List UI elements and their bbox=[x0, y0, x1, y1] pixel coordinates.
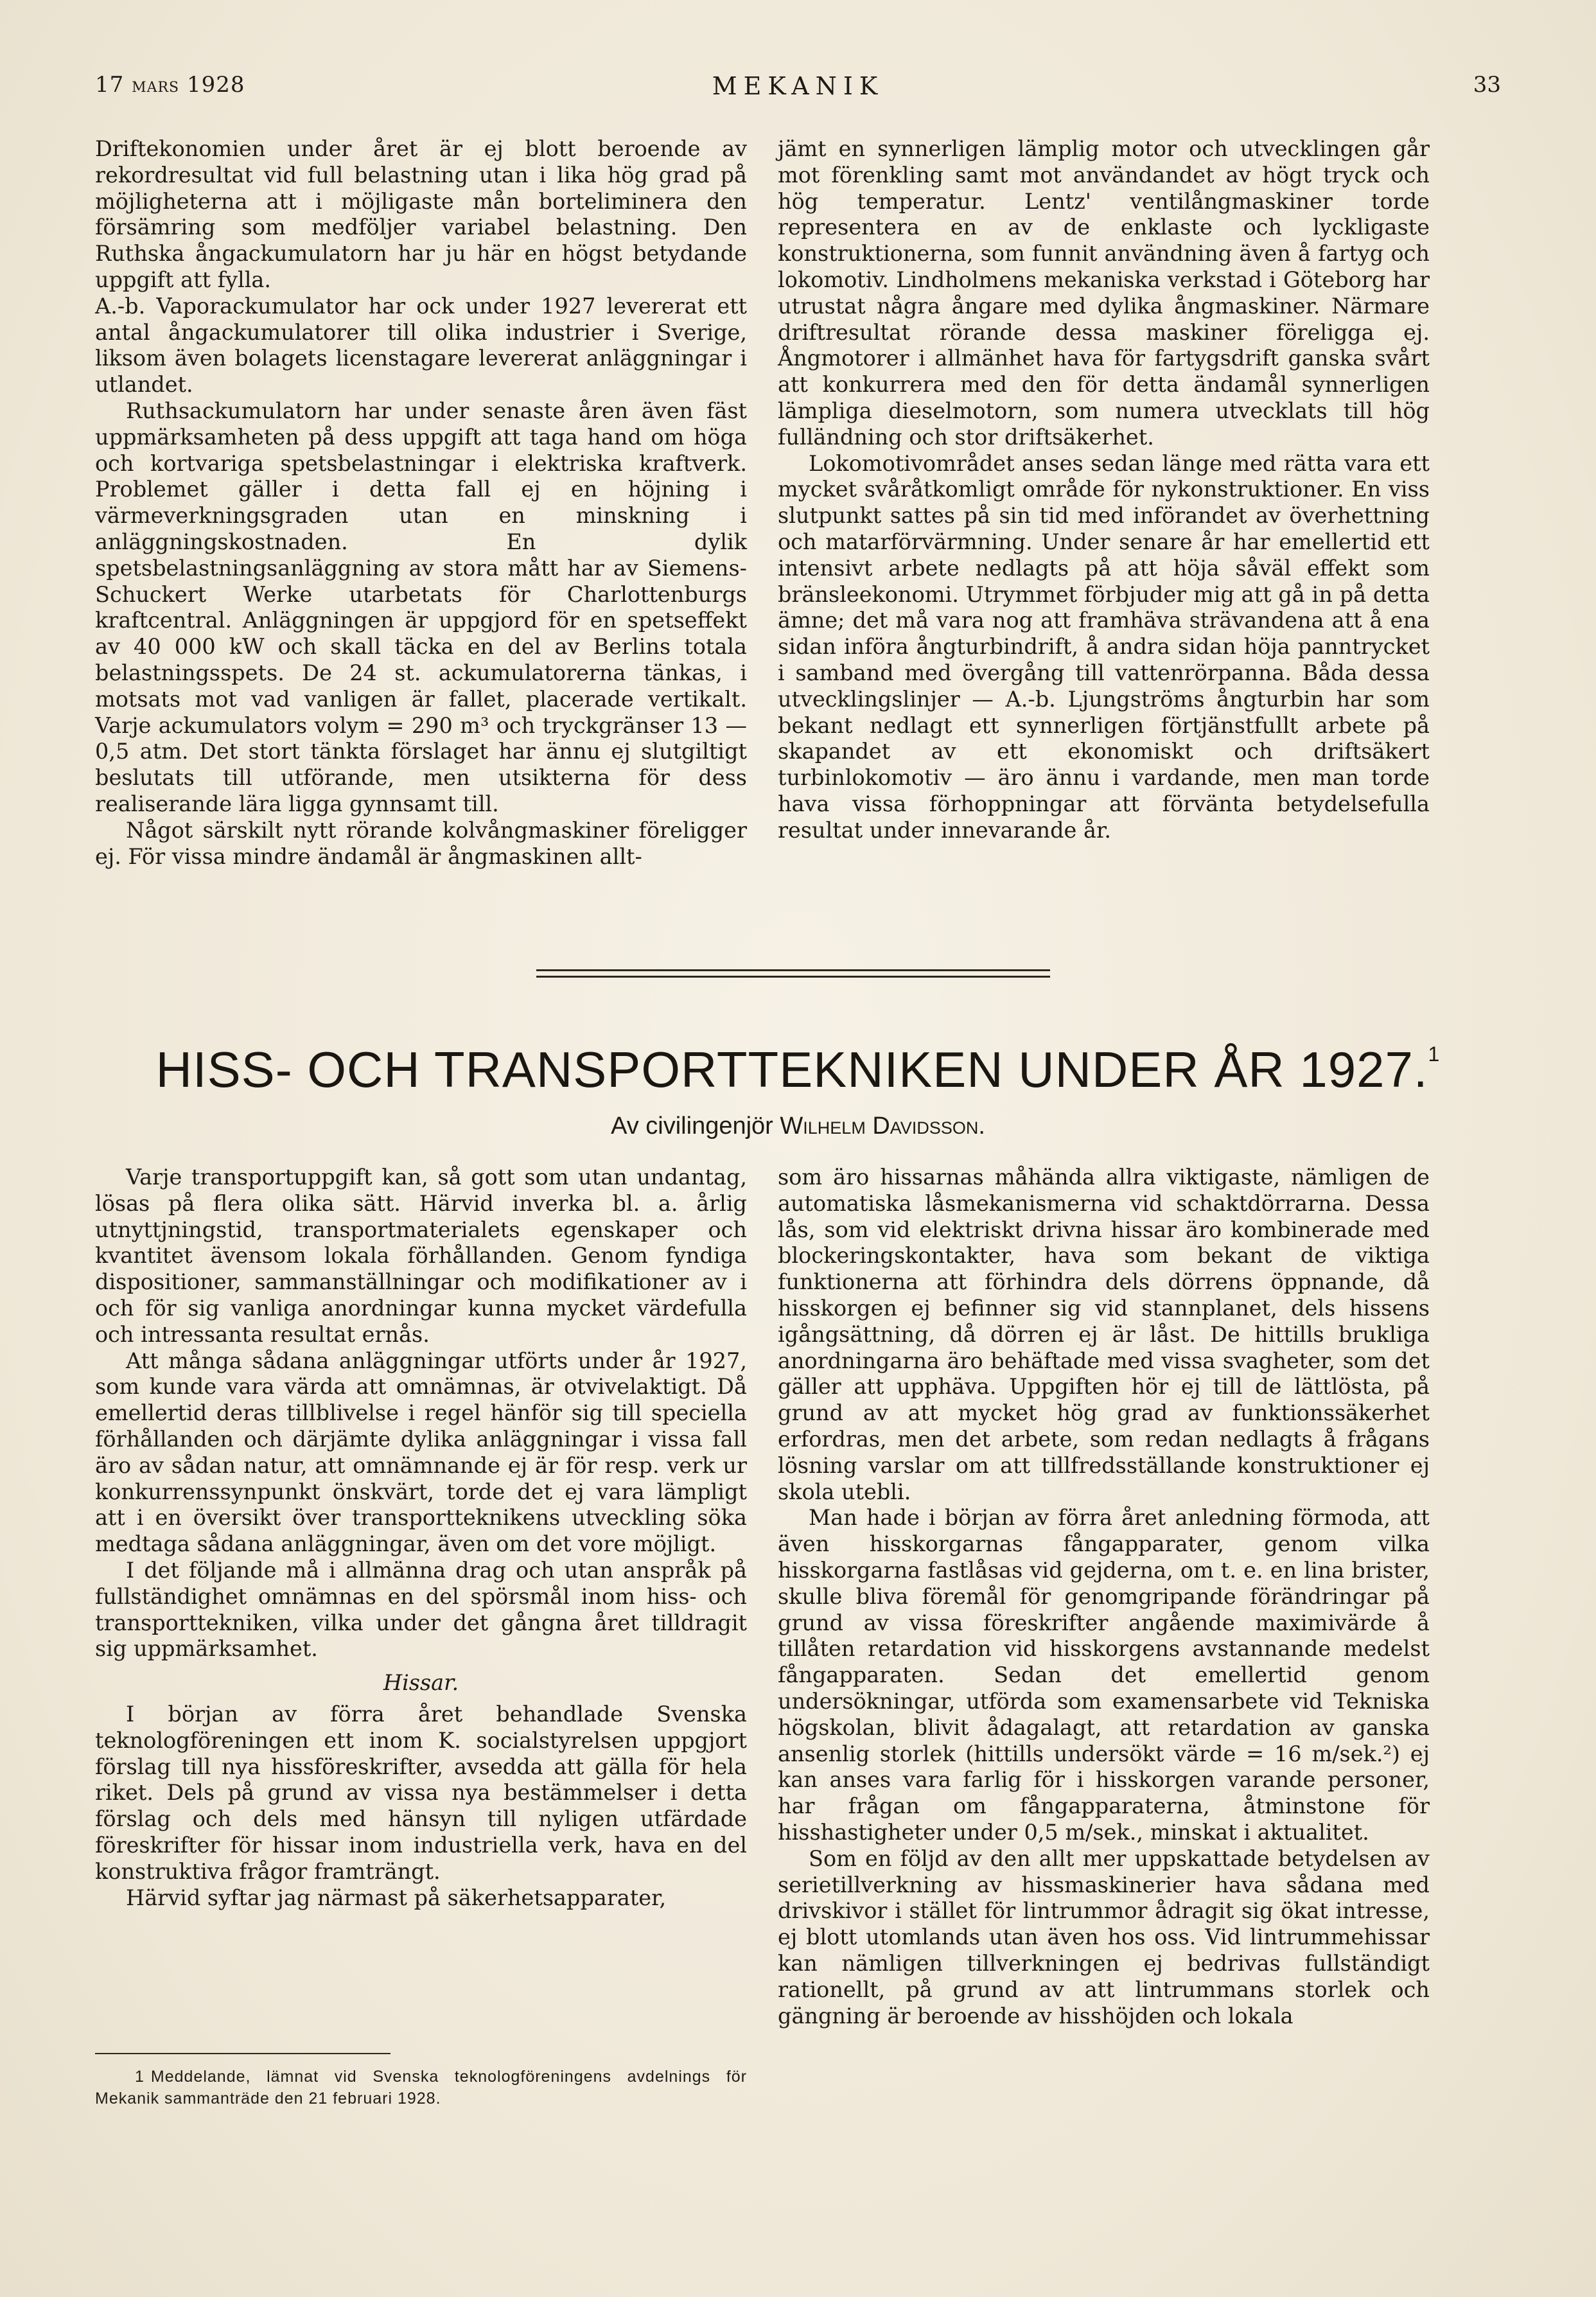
page-number: 33 bbox=[1473, 72, 1501, 98]
top-left-column bbox=[95, 136, 747, 870]
running-header bbox=[95, 72, 1501, 110]
paragraph: Som en följd av den allt mer uppskattade betydelsen av serietillverkning av hissmaskinerier hava sådana med drivskivor i stället för lintrummor ådragit sig ökat intresse, ej blott utomlands utan även hos oss. Vid lintrummehissar kan nämligen tillverkningen ej bedrivas fullständigt rationellt, på grund av att lintrummans storlek och gängning är beroende av hisshöjden och lokala bbox=[778, 1845, 1430, 2029]
author-name: Wilhelm Davidsson. bbox=[780, 1113, 985, 1140]
paragraph: Varje transportuppgift kan, så gott som utan undantag, lösas på flera olika sätt. Härvid inverka bl. a. årlig utnyttjningstid, transportmaterialets egenskaper och kvantitet ävensom lokala förhållanden. Genom fyndiga dispositioner, sammanställningar och modifikationer av i och för sig vanliga anordningar kunna mycket värdefulla och intressanta resultat ernås. bbox=[95, 1165, 747, 1347]
paragraph: I det följande må i allmänna drag och utan anspråk på fullständighet omnämnas en del spörsmål inom hiss- och transporttekniken, vilka under det gångna året tilldragit sig uppmärksamhet. bbox=[95, 1557, 747, 1662]
journal-title: MEKANIK bbox=[712, 72, 884, 100]
footnote bbox=[95, 2066, 747, 2109]
paragraph: A.-b. Vaporackumulator har ock under 1927 levererat ett antal ångackumulatorer till olika industrier i Sverige, liksom även bolagets licenstagare levererat anläggningar i utlandet. bbox=[95, 293, 747, 398]
bottom-right-column bbox=[778, 1165, 1430, 2029]
footnote-text: Meddelande, lämnat vid Svenska teknologföreningens avdelnings för Mekanik sammanträde den 21 februari 1928. bbox=[95, 2068, 747, 2108]
paragraph: Lokomotivområdet anses sedan länge med rätta vara ett mycket svåråtkomligt område för nykonstruktioner. En viss slutpunkt sattes på sin tid med införandet av överhettning och matarförvärmning. Under senare år har emellertid ett intensivt arbete nedlagts på att höja såväl effekt som bränsleekonomi. Utrymmet förbjuder mig att gå in på detta ämne; det må vara nog att framhäva strävandena att å ena sidan införa ångturbindrift, å andra sidan höja panntrycket i samband med övergång till vattenrörpanna. Båda dessa utvecklingslinjer — A.-b. Ljungströms ångturbin har som bekant nedlagt ett synnerligen förtjänstfullt arbete på skapandet av ett ekonomiskt och driftsäkert turbinlokomotiv — äro ännu i vardande, men man torde hava vissa förhoppningar att förvänta betydelsefulla resultat under innevarande år. bbox=[778, 450, 1430, 843]
paragraph: Att många sådana anläggningar utförts under år 1927, som kunde vara värda att omnämnas, är otvivelaktigt. Då emellertid deras tillblivelse i regel hänför sig till speciella förhållanden och därjämte dylika anläggningar i vissa fall äro av sådan natur, att omnämnande ej är för resp. verk ur konkurrenssynpunkt önskvärt, torde det ej vara lämpligt att i en översikt över transportteknikens utveckling söka medtaga sådana anläggningar, även om det vore möjligt. bbox=[95, 1348, 747, 1557]
top-right-column bbox=[778, 136, 1430, 844]
footnote-divider bbox=[95, 2053, 390, 2054]
header-date: 17 mars 1928 bbox=[95, 72, 245, 98]
paragraph: I början av förra året behandlade Svenska teknologföreningen ett inom K. socialstyrelsen uppgjort förslag till nya hissföreskrifter, avsedda att gälla för hela riket. Dels på grund av vissa nya bestämmelser i detta förslag och dels med hänsyn till nyligen utfärdade föreskrifter för hissar inom industriella verk, hava en del konstruktiva frågor framträngt. bbox=[95, 1701, 747, 1884]
header-month: mars bbox=[132, 73, 180, 97]
paragraph: Något särskilt nytt rörande kolvångmaskiner föreligger ej. För vissa mindre ändamål är ångmaskinen allt- bbox=[95, 817, 747, 869]
paragraph: Härvid syftar jag närmast på säkerhetsapparater, bbox=[126, 1885, 667, 1910]
paragraph: som äro hissarnas måhända allra viktigaste, nämligen de automatiska låsmekanismerna vid schaktdörrarna. Dessa lås, som vid elektriskt drivna hissar äro kombinerade med blockeringskontakter, hava som bekant de viktiga funktionerna att förhindra dels dörrens öppnande, då hisskorgen ej befinner sig vid stannplanet, dels hissens igångsättning, då dörren ej är låst. De hittills brukliga anordningarna äro behäftade med vissa svagheter, som det gäller att upphäva. Uppgiften hör ej till de lättlösta, på grund av att mycket hög grad av funktionssäkerhet erfordras, men det arbete, som redan nedlagts å frågans lösning varslar om att tillfredsställande konstruktioner ej skola utebli. bbox=[778, 1165, 1430, 1504]
section-heading-hissar: Hissar. bbox=[383, 1670, 459, 1696]
section-divider bbox=[536, 976, 1050, 978]
footnote-mark: 1 bbox=[1428, 1043, 1441, 1066]
section-divider bbox=[536, 969, 1050, 971]
byline: Av civilingenjör Wilhelm Davidsson. bbox=[611, 1113, 985, 1140]
bottom-left-column bbox=[95, 1165, 747, 1911]
article-title: HISS- OCH TRANSPORTTEKNIKEN UNDER ÅR 1927.$^1$ bbox=[155, 1041, 1441, 1098]
footnote-number: 1 bbox=[135, 2068, 145, 2086]
paragraph: Driftekonomien under året är ej blott beroende av rekordresultat vid full belastning utan i lika hög grad på möjligheterna att i möjligaste mån borteliminera den försämring som medföljer variabel belastning. Den Ruthska ångackumulatorn har ju här en högst betydande uppgift att fylla. bbox=[95, 136, 747, 292]
paragraph: Man hade i början av förra året anledning förmoda, att även hisskorgarnas fångapparater, genom vilka hisskorgarna fastlåsas vid gejderna, om t. e. en lina brister, skulle bliva föremål för genomgripande förändringar på grund av vissa föreskrifter angående maximivärde å tillåten retardation vid hisskorgens avstannande medelst fångapparaten. Sedan det emellertid genom undersökningar, utförda som examensarbete vid Tekniska högskolan, blivit ådagalagt, att retardation av ganska ansenlig storlek (hittills undersökt värde = 16 m/sek.²) ej kan anses vara farlig för i hisskorgen varande personer, har frågan om fångapparaterna, åtminstone för hisshastigheter under 0,5 m/sek., minskat i aktualitet. bbox=[778, 1505, 1430, 1845]
paragraph: Ruthsackumulatorn har under senaste åren även fäst uppmärksamheten på dess uppgift att taga hand om höga och kortvariga spetsbelastningar i elektriska kraftverk. Problemet gäller i detta fall ej en höjning i värmeverkningsgraden utan en minskning i anläggningskostnaden. En dylik spetsbelastningsanläggning av stora mått har av Siemens-Schuckert Werke utarbetats för Charlottenburgs kraftcentral. Anläggningen är uppgjord för en spetseffekt av 40 000 kW och skall täcka en del av Berlins totala belastningsspets. De 24 st. ackumulatorerna tänkas, i motsats mot vad vanligen är fallet, placerade vertikalt. Varje ackumulators volym = 290 m³ och tryckgränser 13 — 0,5 atm. Det stort tänkta förslaget har ännu ej slutgiltigt beslutats till utförande, men utsikterna för dess realiserande lära ligga gynnsamt till. bbox=[95, 398, 747, 816]
paragraph: jämt en synnerligen lämplig motor och utvecklingen går mot förenkling samt mot användandet av högt tryck och hög temperatur. Lentz' ventilångmaskiner torde representera en av de enklaste och lyckligaste konstruktionerna, som funnit användning även å fartyg och lokomotiv. Lindholmens mekaniska verkstad i Göteborg har utrustat några ångare med dylika ångmaskiner. Närmare driftresultat rörande dessa maskiner föreligga ej. Ångmotorer i allmänhet hava för fartygsdrift ganska svårt att konkurrera med den för detta ändamål synnerligen lämpliga dieselmotorn, som numera utvecklats till hög fulländning och stor driftsäkerhet. bbox=[778, 136, 1430, 450]
